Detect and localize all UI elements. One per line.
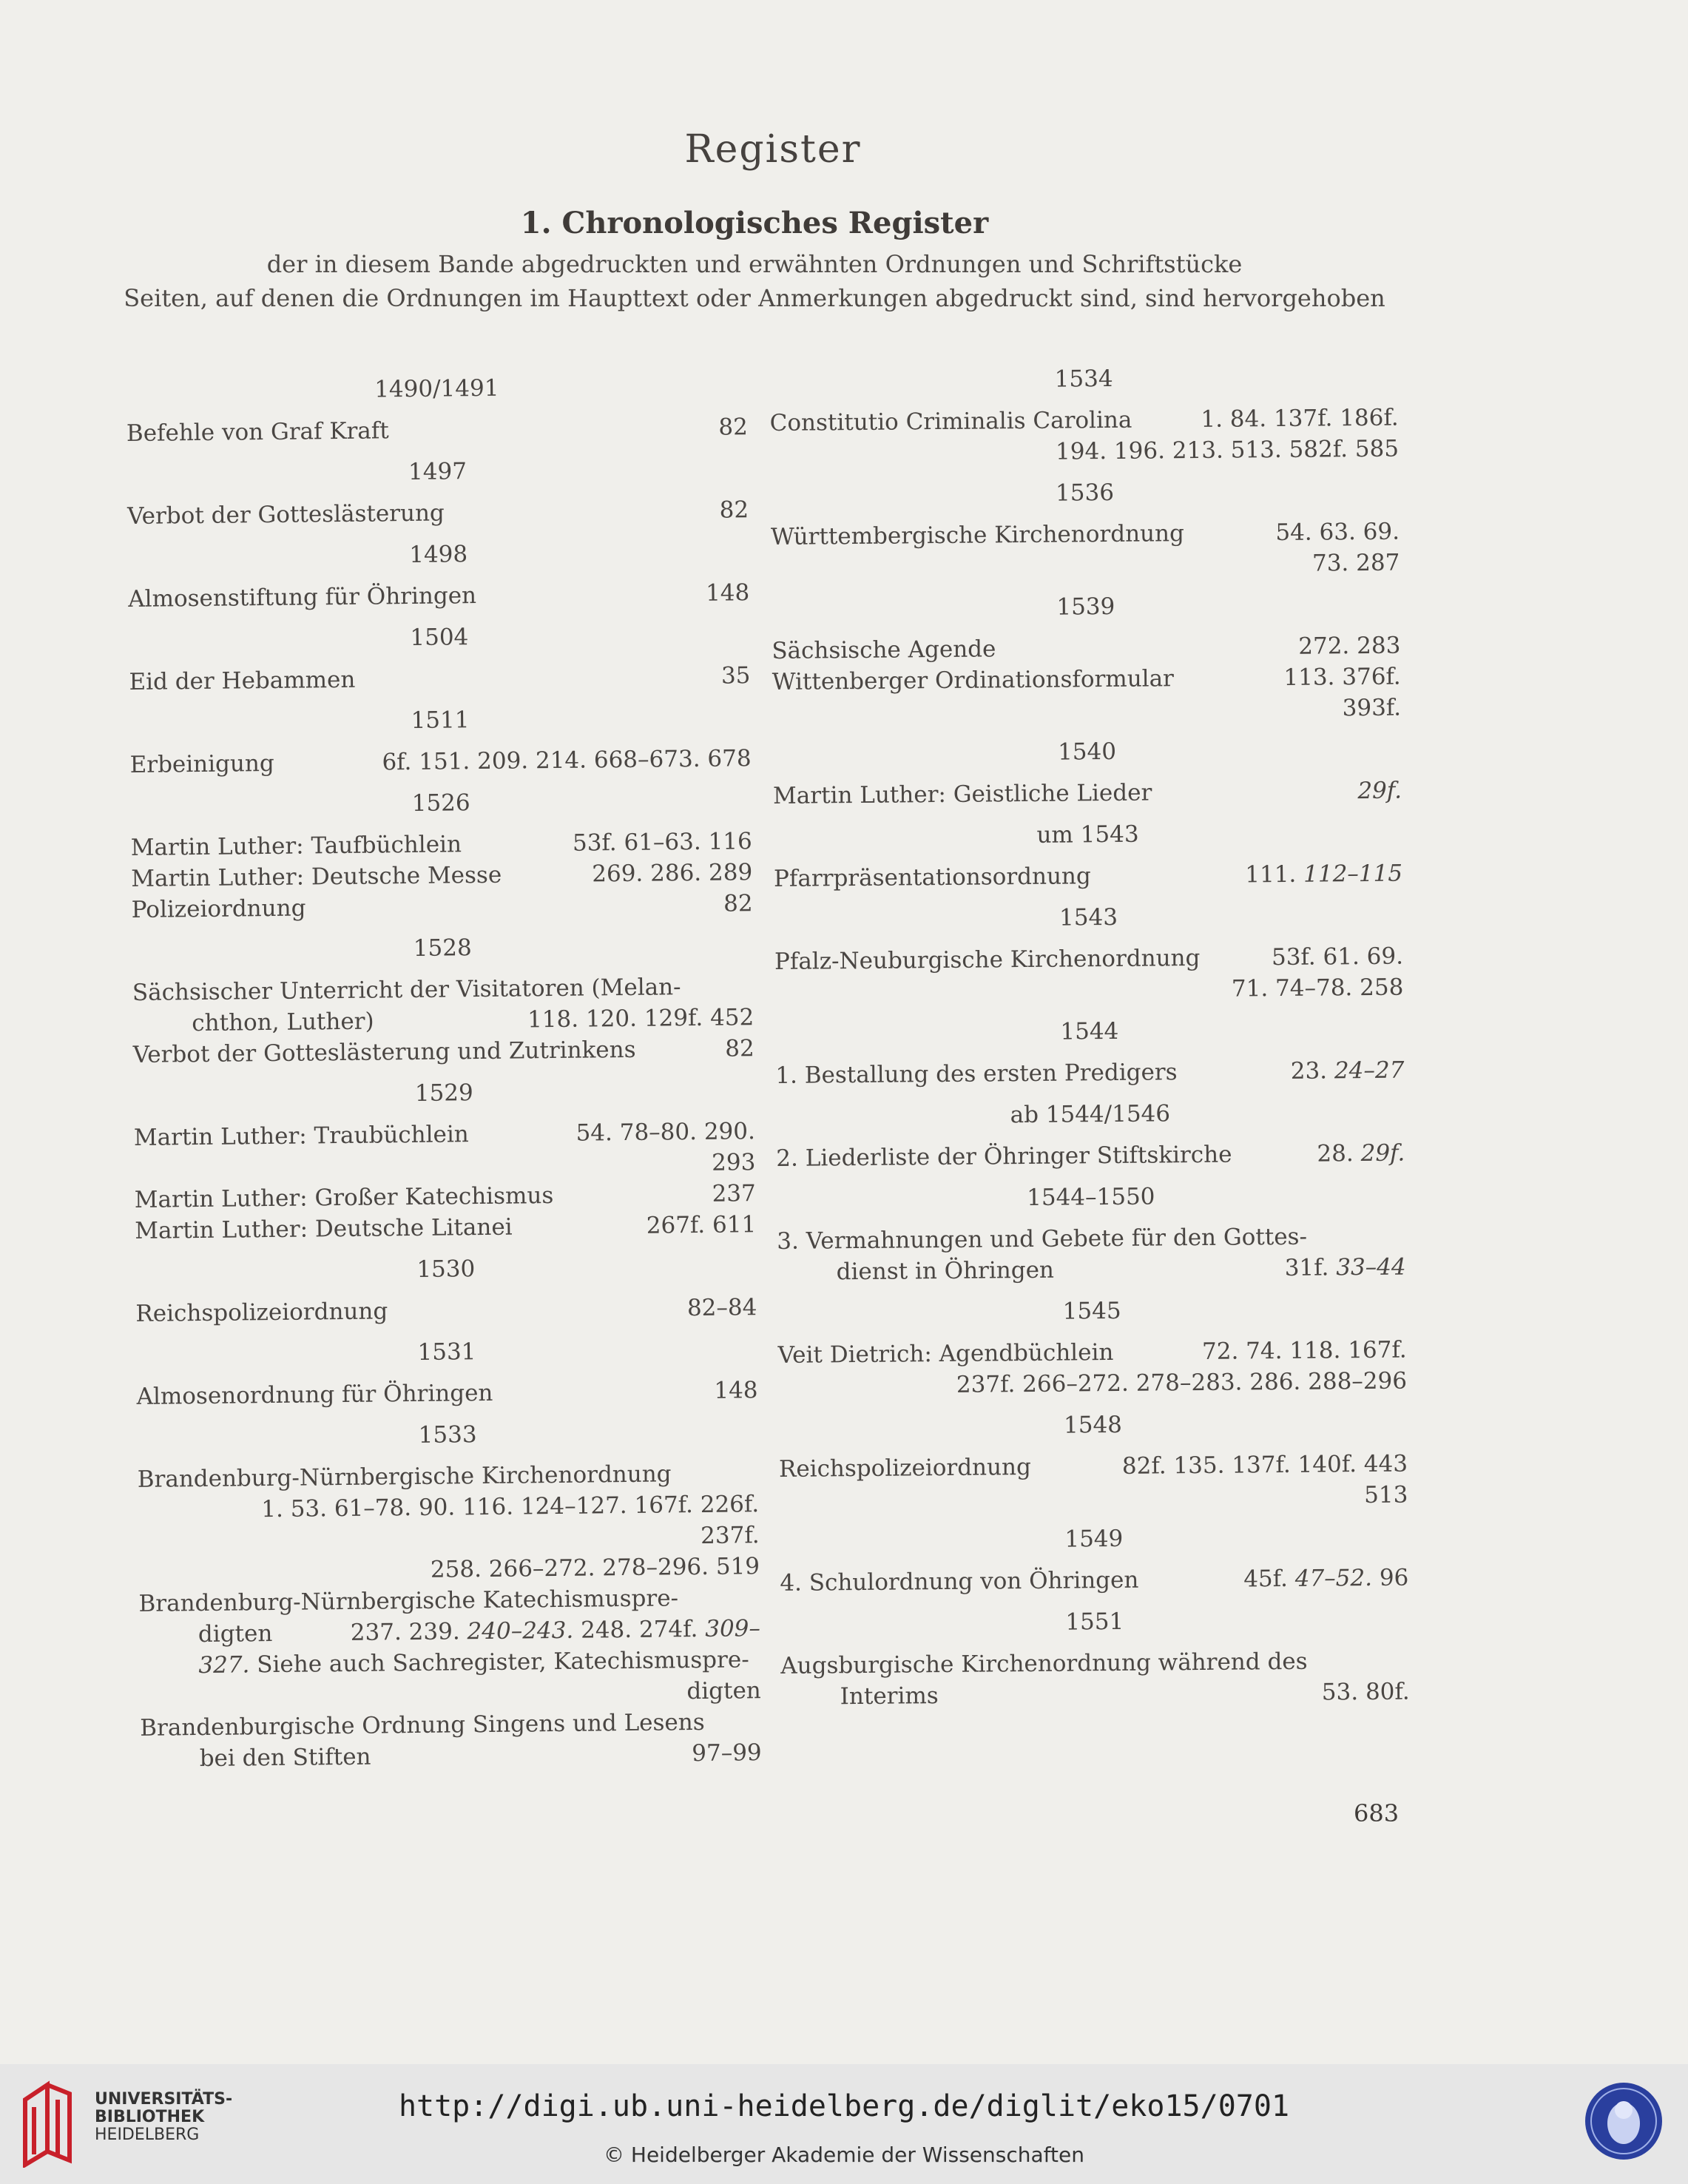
entry-title: Martin Luther: Deutsche Messe [131, 861, 502, 892]
entry-pages: 237 [712, 1180, 756, 1207]
entry-title: Veit Dietrich: Agendbüchlein [777, 1338, 1114, 1369]
register-entry [129, 743, 751, 781]
entry-title: Martin Luther: Geistliche Lieder [772, 779, 1152, 809]
entry-pages-highlighted: 309– [705, 1615, 761, 1642]
entry-pages-cont: 194. 196. 213. 513. 582f. 585 [1055, 435, 1400, 465]
register-entry [140, 1706, 762, 1775]
entry-title: Reichspolizeiordnung [135, 1298, 388, 1327]
entry-pages-highlighted: 24–27 [1334, 1056, 1405, 1085]
entry-title: Brandenburgische Ordnung Singens und Lesens [140, 1708, 705, 1742]
year-heading: 1545 [1062, 1297, 1121, 1325]
register-entry [776, 1138, 1405, 1174]
register-entry [134, 1116, 756, 1184]
register-entry [138, 1457, 760, 1588]
year-heading: ab 1544/1546 [1010, 1100, 1171, 1129]
entry-title: Sächsischer Unterricht der Visitatoren (Melan- [132, 974, 681, 1006]
permalink-url[interactable]: http://digi.ub.uni-heidelberg.de/diglit/eko15/0701 [398, 2089, 1290, 2123]
entry-title-cont: Interims [840, 1682, 939, 1711]
entry-title: Verbot der Gotteslästerung und Zutrinkens [132, 1036, 636, 1068]
entry-title: Württembergische Kirchenordnung [770, 520, 1185, 550]
entry-title: Martin Luther: Traubüchlein [133, 1121, 469, 1151]
entry-title: Brandenburg-Nürnbergische Katechismuspre- [138, 1585, 679, 1617]
register-entry [129, 660, 750, 698]
entry-pages-part: 45f. [1243, 1565, 1289, 1593]
year-heading: 1533 [418, 1421, 477, 1449]
year-heading: 1529 [414, 1079, 473, 1107]
right-column [769, 361, 1410, 1713]
description-line-1: der in diesem Bande abgedruckten und erwähnten Ordnungen und Schriftstücke [266, 250, 1243, 278]
year-heading: 1549 [1064, 1525, 1124, 1553]
entry-title: Befehle von Graf Kraft [126, 417, 389, 447]
year-heading: 1534 [1054, 365, 1113, 393]
page-title: Register [684, 127, 862, 172]
entry-pages-highlighted: 240–243. [467, 1617, 574, 1645]
entry-pages: 148 [705, 579, 750, 607]
register-entry [769, 402, 1399, 470]
entry-title: Erbeinigung [129, 749, 274, 778]
year-heading: 1543 [1059, 903, 1118, 931]
register-entry [779, 1449, 1408, 1516]
entry-pages-cont: 293 [711, 1149, 756, 1176]
year-heading: 1540 [1057, 738, 1117, 766]
year-heading: 1530 [416, 1256, 476, 1283]
entry-pages: 54. 63. 69. [1275, 518, 1400, 547]
entry-pages: 82 [725, 1035, 754, 1062]
entry-pages: 113. 376f. [1283, 663, 1401, 691]
entry-pages-highlighted: 327. [198, 1651, 250, 1679]
entry-pages-cont: 237f. 266–272. 278–283. 286. 288–296 [956, 1367, 1408, 1398]
year-heading: 1528 [413, 934, 472, 962]
academy-seal-icon [1583, 2080, 1664, 2162]
entry-pages: 148 [714, 1377, 758, 1404]
entry-pages-highlighted: 112–115 [1303, 860, 1403, 888]
entry-pages-cont: 513 [1364, 1481, 1408, 1509]
year-heading: 1531 [417, 1338, 476, 1366]
entry-title: Brandenburg-Nürnbergische Kirchenordnung [137, 1460, 672, 1493]
entry-pages: 82 [723, 890, 753, 917]
register-entry [774, 941, 1404, 1008]
entry-pages: 82 [718, 414, 749, 441]
year-heading: 1511 [411, 707, 470, 734]
register-entry [126, 411, 748, 449]
entry-pages: 82 [719, 496, 749, 524]
register-entry [780, 1645, 1410, 1713]
entry-pages: 118. 120. 129f. 452 [527, 1004, 754, 1034]
register-entry [777, 1335, 1407, 1402]
entry-pages: 272. 283 [1298, 632, 1401, 660]
entry-title: 1. Bestallung des ersten Predigers [775, 1059, 1178, 1089]
register-entry [131, 857, 752, 894]
register-entry [774, 858, 1402, 894]
entry-pages: 72. 74. 118. 167f. [1201, 1336, 1407, 1365]
entry-pages [1285, 1252, 1406, 1284]
entry-pages-cont: 393f. [1342, 694, 1402, 722]
year-heading: 1536 [1055, 479, 1115, 507]
entry-title: Almosenordnung für Öhringen [136, 1379, 493, 1410]
page-number: 683 [1354, 1799, 1400, 1827]
entry-pages [1317, 1138, 1405, 1170]
register-entry [775, 1055, 1404, 1091]
entry-pages: 35 [720, 662, 751, 690]
entry-title: 3. Vermahnungen und Gebete für den Gottes- [777, 1223, 1308, 1255]
entry-pages-cont: 71. 74–78. 258 [1231, 974, 1404, 1002]
entry-title: Almosenstiftung für Öhringen [128, 582, 477, 613]
entry-pages: 97–99 [692, 1739, 762, 1767]
register-entry [780, 1563, 1408, 1599]
year-heading: 1497 [408, 458, 467, 486]
register-entry [138, 1582, 761, 1713]
entry-title: Sächsische Agende [772, 636, 996, 664]
section-title: 1. Chronologisches Register [520, 206, 989, 240]
register-entry [131, 888, 752, 926]
entry-pages: 267f. 611 [646, 1211, 757, 1239]
register-entry [133, 1033, 754, 1071]
entry-pages-part: 248. 274f. [580, 1615, 698, 1644]
register-entry [135, 1209, 756, 1247]
year-heading: 1490/1491 [374, 374, 499, 403]
entry-pages-part: 23. [1290, 1057, 1328, 1085]
entry-title: Martin Luther: Taufbüchlein [130, 831, 462, 861]
entry-title: Polizeiordnung [131, 894, 306, 923]
entry-title: Martin Luther: Deutsche Litanei [135, 1213, 513, 1244]
entry-pages [351, 1613, 761, 1648]
entry-note-text: Siehe auch Sachregister, Katechismuspre- [257, 1646, 749, 1679]
entry-title: Pfalz-Neuburgische Kirchenordnung [774, 944, 1201, 975]
register-entry [128, 577, 749, 615]
year-heading: 1526 [411, 789, 470, 817]
entry-pages-part: 28. [1317, 1140, 1354, 1167]
entry-pages: 54. 78–80. 290. [575, 1118, 756, 1147]
entry-pages: 6f. 151. 209. 214. 668–673. 678 [382, 745, 752, 776]
entry-pages: 53f. 61. 69. [1271, 943, 1404, 971]
entry-title: Eid der Hebammen [129, 666, 356, 695]
logo-line-1: UNIVERSITÄTS- [95, 2090, 233, 2109]
entry-pages: 82–84 [686, 1294, 757, 1322]
description-line-2: Seiten, auf denen die Ordnungen im Haupttext oder Anmerkungen abgedruckt sind, sind hervorgehoben [124, 284, 1385, 312]
entry-title: 2. Liederliste der Öhringer Stiftskirche [776, 1141, 1232, 1172]
register-entry [777, 1221, 1406, 1288]
register-entry [771, 516, 1400, 584]
entry-pages-part: 96 [1379, 1564, 1409, 1591]
entry-title: Reichspolizeiordnung [778, 1453, 1031, 1483]
entry-title: Wittenberger Ordinationsformular [772, 665, 1175, 695]
entry-pages-part: 111. [1245, 860, 1297, 889]
entry-title: Martin Luther: Großer Katechismus [134, 1182, 554, 1213]
entry-pages: 53f. 61–63. 116 [572, 828, 752, 857]
left-column [126, 360, 762, 1775]
logo-line-2: BIBLIOTHEK [95, 2108, 205, 2126]
entry-pages: 269. 286. 289 [592, 859, 753, 888]
entry-title: 4. Schulordnung von Öhringen [780, 1566, 1139, 1597]
entry-title: Verbot der Gotteslästerung [126, 499, 445, 530]
year-heading: 1498 [409, 541, 468, 568]
year-heading: 1544 [1060, 1017, 1119, 1045]
entry-pages: 82f. 135. 137f. 140f. 443 [1121, 1450, 1408, 1480]
register-entry [136, 1375, 757, 1412]
copyright-notice: © Heidelberger Akademie der Wissenschaften [603, 2143, 1084, 2167]
register-entry [135, 1292, 757, 1329]
register-entry [127, 494, 749, 532]
entry-title-cont: bei den Stiften [199, 1743, 371, 1773]
entry-pages-part: 237. 239. [350, 1618, 460, 1646]
entry-title-cont: digten [198, 1620, 273, 1648]
entry-title-cont: chthon, Luther) [192, 1008, 374, 1037]
entry-pages-highlighted: 33–44 [1336, 1253, 1406, 1281]
year-heading: 1551 [1065, 1608, 1124, 1636]
entry-pages: 1. 53. 61–78. 90. 116. 124–127. 167f. 226f. 237f. [261, 1491, 760, 1549]
entry-title: Constitutio Criminalis Carolina [769, 406, 1132, 437]
entry-pages-cont: 258. 266–272. 278–296. 519 [430, 1553, 760, 1583]
year-heading: 1548 [1063, 1411, 1123, 1439]
year-heading: 1539 [1056, 593, 1115, 621]
entry-pages: 53. 80f. [1321, 1678, 1410, 1706]
register-entry [772, 661, 1402, 729]
entry-title: Augsburgische Kirchenordnung während des [780, 1648, 1308, 1679]
register-entry [773, 775, 1402, 812]
entry-pages-highlighted: 29f. [1360, 1139, 1405, 1167]
register-entry [132, 971, 754, 1039]
entry-title: Pfarrpräsentationsordnung [773, 863, 1091, 892]
entry-pages: 1. 84. 137f. 186f. [1201, 404, 1399, 433]
register-entry [772, 630, 1400, 667]
entry-title-cont: dienst in Öhringen [836, 1256, 1055, 1286]
entry-pages-highlighted: 29f. [1357, 777, 1402, 805]
entry-pages-highlighted: 47–52. [1294, 1564, 1373, 1592]
entry-pages [1245, 858, 1402, 891]
entry-pages-cont: 73. 287 [1311, 549, 1400, 577]
year-heading: 1544–1550 [1027, 1183, 1155, 1212]
year-heading: um 1543 [1036, 820, 1139, 849]
logo-line-3: HEIDELBERG [95, 2126, 200, 2144]
entry-note-cont: digten [686, 1677, 761, 1705]
entry-pages [1243, 1563, 1408, 1595]
entry-pages-part: 31f. [1284, 1254, 1329, 1281]
entry-note [139, 1644, 760, 1682]
entry-pages [1291, 1055, 1405, 1087]
year-heading: 1504 [410, 624, 469, 651]
